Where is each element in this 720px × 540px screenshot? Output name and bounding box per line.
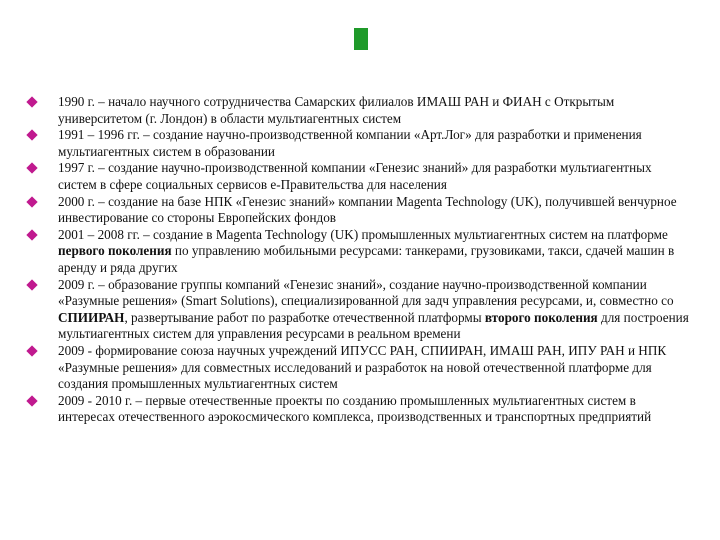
diamond-bullet-icon: [26, 279, 37, 290]
diamond-bullet-icon: [26, 395, 37, 406]
history-list: [28, 94, 692, 426]
list-item: [28, 94, 692, 127]
emphasis-first-generation: первого поколения: [58, 243, 172, 259]
list-item: [28, 277, 692, 343]
emphasis-spiiran: СПИИРАН: [58, 309, 125, 325]
item-text: 2009 - 2010 г. – первые отечественные проекты по созданию промышленных мультиагентных систем в интересах отечественного аэрокосмического комплекса, производственных и транспортных предприятий: [58, 392, 652, 425]
item-text: 2001 – 2008 гг. – создание в Magenta Technology (UK) промышленных мультиагентных систем на платформе: [58, 226, 668, 242]
item-text: 2009 - формирование союза научных учреждений ИПУСС РАН, СПИИРАН, ИМАШ РАН, ИПУ РАН и НПК «Разумные решения» для совместных исследований и разработок на новой отечественной платформе для создания промышленных мультиагентных систем: [58, 342, 667, 392]
list-item: [28, 194, 692, 227]
item-text: 1990 г. – начало научного сотрудничества Самарских филиалов ИМАШ РАН и ФИАН с Открытым университетом (г. Лондон) в области мультиагентных систем: [58, 94, 615, 126]
diamond-bullet-icon: [26, 345, 37, 356]
list-item: [28, 393, 692, 426]
list-item: [28, 227, 692, 277]
diamond-bullet-icon: [26, 163, 37, 174]
list-item: [28, 127, 692, 160]
diamond-bullet-icon: [26, 96, 37, 107]
diamond-bullet-icon: [26, 229, 37, 240]
list-item: [28, 343, 692, 393]
item-text: по управлению мобильными ресурсами: танкерами, грузовиками, такси, сдачей машин в аренду и ряда других: [58, 243, 675, 275]
item-text: 1997 г. – создание научно-производственной компании «Генезис знаний» для разработки мультиагентных систем в сфере социальных сервисов е-Правительства для населения: [58, 160, 652, 192]
item-text: , развертывание работ по разработке отечественной платформы: [124, 309, 485, 325]
diamond-bullet-icon: [26, 130, 37, 141]
item-text: 2000 г. – создание на базе НПК «Генезис знаний» компании Magenta Technology (UK), получившей венчурное инвестирование со стороны Европейских фондов: [58, 193, 677, 226]
item-text: 2009 г. – образование группы компаний «Генезис знаний», создание научно-производственной компании «Разумные решения» (Smart Solutions), специализированной для задч управления ресурсами, и, совместно со: [58, 276, 674, 309]
diamond-bullet-icon: [26, 196, 37, 207]
list-item: [28, 160, 692, 193]
emphasis-second-generation: второго поколения: [484, 309, 598, 325]
item-text: 1991 – 1996 гг. – создание научно-производственной компании «Арт.Лог» для разработки и применения мультиагентных систем в образовании: [58, 127, 642, 159]
green-square-logo: [354, 28, 368, 50]
item-text: для построения мультиагентных систем для управления ресурсами в реальном времени: [58, 309, 689, 342]
